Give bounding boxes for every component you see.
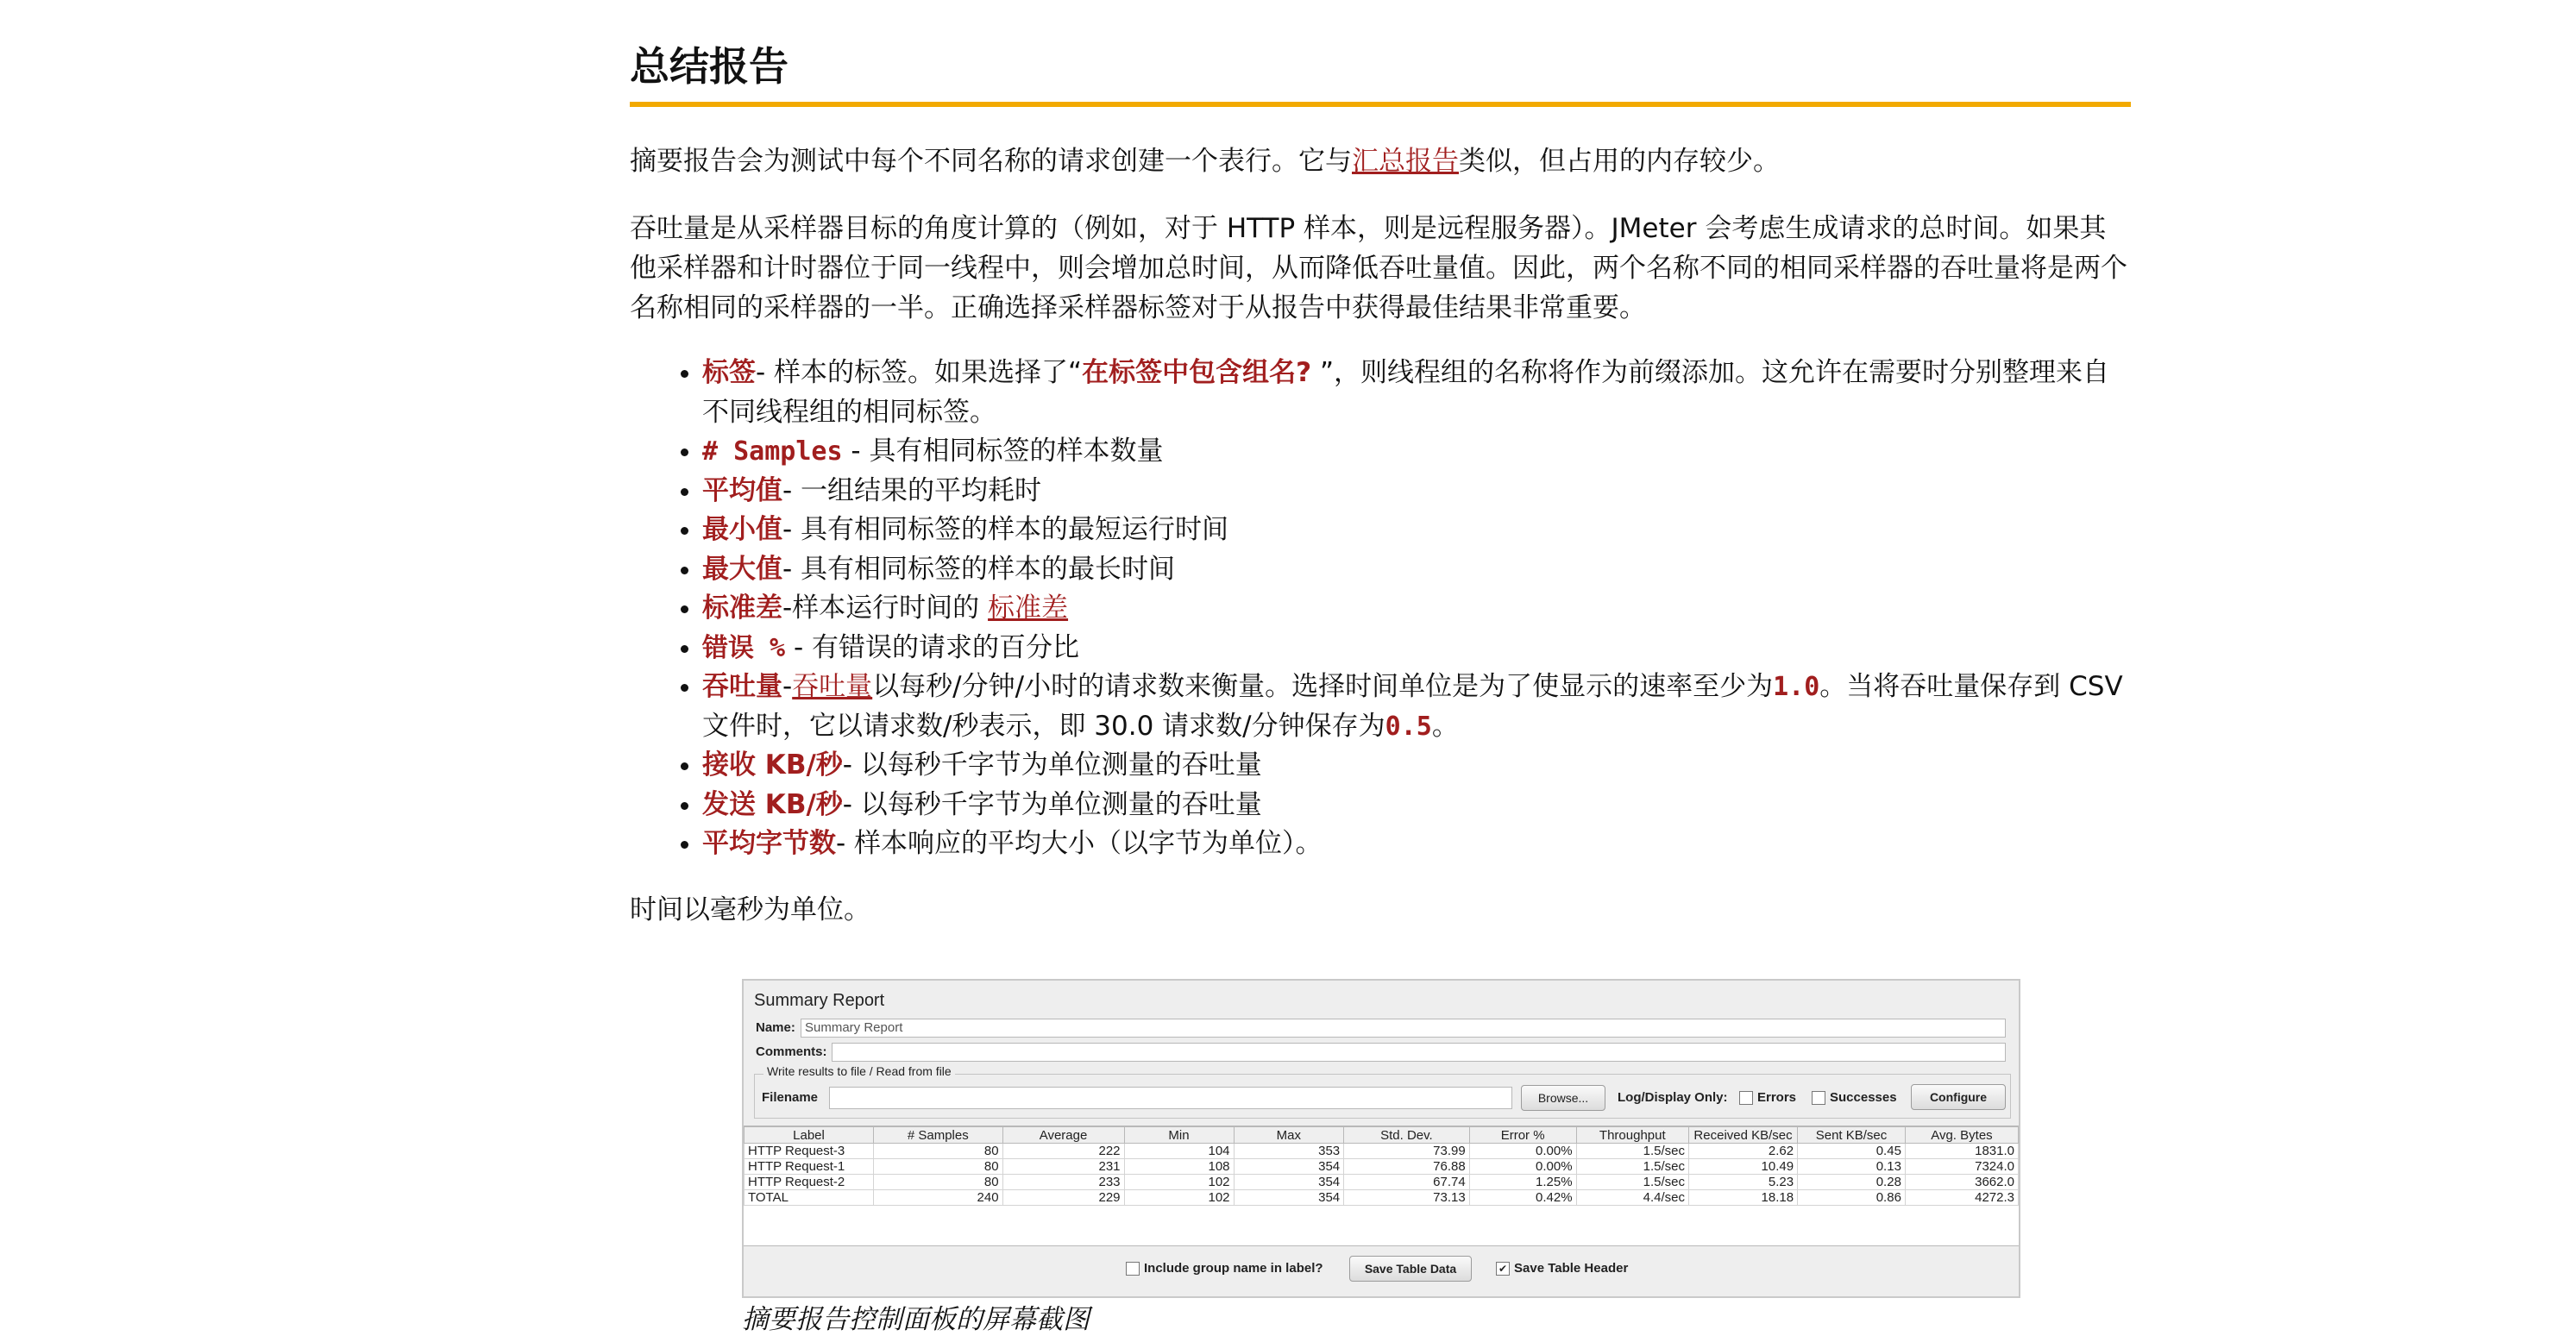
table-cell: 102: [1124, 1175, 1234, 1190]
table-cell: 104: [1124, 1144, 1234, 1159]
list-item: [702, 668, 2131, 746]
std-dev-link[interactable]: 标准差: [988, 593, 1069, 624]
table-cell: 0.13: [1798, 1159, 1906, 1175]
column-header[interactable]: Min: [1124, 1127, 1234, 1144]
filename-label: Filename: [762, 1090, 819, 1105]
list-item: [702, 511, 2131, 550]
include-group-label: Include group name in label?: [1144, 1261, 1323, 1276]
save-table-header-label: Save Table Header: [1514, 1261, 1629, 1276]
table-cell: 102: [1124, 1190, 1234, 1206]
configure-button[interactable]: Configure: [1911, 1084, 2006, 1110]
browse-button[interactable]: Browse...: [1521, 1085, 1605, 1111]
name-label: Name:: [756, 1020, 795, 1035]
include-group-option: 在标签中包含组名?: [1082, 357, 1312, 388]
name-input[interactable]: [801, 1019, 2006, 1038]
term-desc: - 样本响应的平均大小（以字节为单位）。: [836, 828, 1323, 859]
write-results-fieldset: [754, 1064, 2011, 1119]
term-std-dev: 标准差: [702, 593, 782, 624]
table-cell: 4272.3: [1905, 1190, 2018, 1206]
term-received-kb: 接收 KB/秒: [702, 749, 843, 781]
table-cell: 73.13: [1344, 1190, 1470, 1206]
term-sent-kb: 发送 KB/秒: [702, 788, 843, 820]
list-item: [702, 354, 2131, 432]
list-item: [702, 629, 2131, 668]
table-cell: 222: [1002, 1144, 1124, 1159]
table-cell: 0.28: [1798, 1175, 1906, 1190]
table-cell: HTTP Request-1: [745, 1159, 874, 1175]
results-table-area: [744, 1126, 2019, 1246]
table-cell: 233: [1002, 1175, 1124, 1190]
table-cell: 229: [1002, 1190, 1124, 1206]
table-cell: 18.18: [1689, 1190, 1798, 1206]
name-value: Summary Report: [805, 1020, 903, 1035]
table-cell: 73.99: [1344, 1144, 1470, 1159]
term-avg-bytes: 平均字节数: [702, 828, 836, 859]
term-desc: - 具有相同标签的样本的最长时间: [782, 553, 1176, 585]
save-table-data-button[interactable]: Save Table Data: [1349, 1256, 1472, 1282]
table-row[interactable]: [745, 1144, 2019, 1159]
table-cell: 354: [1234, 1175, 1344, 1190]
term-error-pct: 错误 %: [702, 632, 786, 663]
rate-value: 1.0: [1773, 672, 1820, 702]
term-min: 最小值: [702, 514, 782, 545]
term-desc: 以每秒/分钟/小时的请求数来衡量。选择时间单位是为了使显示的速率至少为: [872, 671, 1774, 702]
summary-report-screenshot: [742, 979, 2020, 1298]
page-title: 总结报告: [630, 33, 2131, 107]
successes-checkbox[interactable]: [1812, 1091, 1825, 1105]
save-table-header-checkbox[interactable]: ✔: [1496, 1262, 1510, 1276]
screenshot-caption: 摘要报告控制面板的屏幕截图: [742, 1304, 1090, 1335]
term-desc: -: [782, 671, 793, 702]
time-unit-note: 时间以毫秒为单位。: [630, 894, 870, 925]
column-header[interactable]: Label: [745, 1127, 874, 1144]
table-cell: 240: [874, 1190, 1003, 1206]
intro-text-before: 摘要报告会为测试中每个不同名称的请求创建一个表行。它与: [630, 146, 1352, 177]
column-header[interactable]: Error %: [1469, 1127, 1576, 1144]
term-throughput: 吞吐量: [702, 671, 782, 702]
intro-text-after: 类似，但占用的内存较少。: [1459, 146, 1780, 177]
list-item: [702, 472, 2131, 511]
table-cell: 5.23: [1689, 1175, 1798, 1190]
table-row[interactable]: [745, 1175, 2019, 1190]
comments-input[interactable]: [832, 1043, 2006, 1062]
throughput-link[interactable]: 吞吐量: [792, 671, 873, 702]
table-cell: HTTP Request-2: [745, 1175, 874, 1190]
table-cell: 0.42%: [1469, 1190, 1576, 1206]
table-cell: 0.86: [1798, 1190, 1906, 1206]
table-cell: 354: [1234, 1190, 1344, 1206]
column-header[interactable]: Received KB/sec: [1689, 1127, 1798, 1144]
article: [630, 33, 2131, 930]
table-cell: 7324.0: [1905, 1159, 2018, 1175]
table-cell: 354: [1234, 1159, 1344, 1175]
table-cell: 2.62: [1689, 1144, 1798, 1159]
term-desc: - 以每秒千字节为单位测量的吞吐量: [842, 749, 1262, 781]
table-row[interactable]: [745, 1159, 2019, 1175]
include-group-checkbox[interactable]: [1126, 1262, 1140, 1276]
table-cell: HTTP Request-3: [745, 1144, 874, 1159]
rate-value: 0.5: [1385, 711, 1432, 742]
table-body: [745, 1144, 2019, 1206]
filename-input[interactable]: [829, 1087, 1512, 1109]
column-header[interactable]: Sent KB/sec: [1798, 1127, 1906, 1144]
table-cell: 1831.0: [1905, 1144, 2018, 1159]
errors-checkbox[interactable]: [1739, 1091, 1753, 1105]
list-item: [702, 746, 2131, 786]
intro-paragraph: [630, 141, 2131, 181]
fieldset-legend: Write results to file / Read from file: [763, 1064, 955, 1078]
results-table: [744, 1126, 2019, 1206]
term-desc: - 样本的标签。如果选择了“: [756, 357, 1083, 388]
term-samples: # Samples: [702, 436, 843, 467]
term-desc: 。当将吞吐量保存到 CSV 文件时，它以请求数/秒表示，即 30.0 请求数/分钟保存为: [702, 671, 2123, 742]
term-desc: - 以每秒千字节为单位测量的吞吐量: [842, 788, 1262, 820]
term-max: 最大值: [702, 553, 782, 585]
column-header[interactable]: Average: [1002, 1127, 1124, 1144]
list-item: [702, 432, 2131, 472]
comments-label: Comments:: [756, 1044, 827, 1059]
list-item: [702, 825, 2131, 864]
column-header[interactable]: Avg. Bytes: [1905, 1127, 2018, 1144]
table-cell: 108: [1124, 1159, 1234, 1175]
table-cell: 1.25%: [1469, 1175, 1576, 1190]
column-header[interactable]: # Samples: [874, 1127, 1003, 1144]
column-header[interactable]: Throughput: [1576, 1127, 1688, 1144]
table-cell: 231: [1002, 1159, 1124, 1175]
table-cell: 0.45: [1798, 1144, 1906, 1159]
list-item: [702, 589, 2131, 629]
column-header[interactable]: Max: [1234, 1127, 1344, 1144]
list-item: [702, 786, 2131, 825]
table-cell: 0.00%: [1469, 1144, 1576, 1159]
term-desc: - 具有相同标签的样本的最短运行时间: [782, 514, 1229, 545]
table-cell: 1.5/sec: [1576, 1144, 1688, 1159]
errors-label: Errors: [1757, 1090, 1797, 1105]
table-cell: 3662.0: [1905, 1175, 2018, 1190]
table-cell: 1.5/sec: [1576, 1175, 1688, 1190]
table-cell: 4.4/sec: [1576, 1190, 1688, 1206]
table-row[interactable]: [745, 1190, 2019, 1206]
table-cell: 80: [874, 1144, 1003, 1159]
table-header-row: [745, 1127, 2019, 1144]
table-cell: 80: [874, 1175, 1003, 1190]
successes-label: Successes: [1830, 1090, 1897, 1105]
term-desc: 。: [1431, 710, 1459, 742]
term-desc: - 有错误的请求的百分比: [785, 631, 1080, 663]
term-desc: - 具有相同标签的样本数量: [842, 436, 1164, 467]
column-header[interactable]: Std. Dev.: [1344, 1127, 1470, 1144]
list-item: [702, 550, 2131, 590]
table-cell: 10.49: [1689, 1159, 1798, 1175]
term-desc: ”，则线程组的名称将作为前缀添加。这允许在需要时分别整理来自不同线程组的相同标签。: [702, 357, 2110, 428]
table-cell: 1.5/sec: [1576, 1159, 1688, 1175]
log-display-label: Log/Display Only:: [1618, 1090, 1728, 1105]
aggregate-report-link[interactable]: 汇总报告: [1352, 146, 1459, 177]
term-desc: -样本运行时间的: [782, 593, 989, 624]
table-cell: 353: [1234, 1144, 1344, 1159]
term-average: 平均值: [702, 474, 782, 506]
throughput-paragraph: 吞吐量是从采样器目标的角度计算的（例如，对于 HTTP 样本，则是远程服务器）。JMeter 会考虑生成请求的总时间。如果其他采样器和计时器位于同一线程中，则会增加总时间，从而降低吞吐量值。因此，两个名称不同的相同采样器的吞吐量将是两个名称相同的采样器的一半。正确选择采样器标签对于从报告中获得最佳结果非常重要。: [630, 213, 2127, 323]
term-desc: - 一组结果的平均耗时: [782, 474, 1042, 506]
table-cell: 76.88: [1344, 1159, 1470, 1175]
term-label: 标签: [702, 357, 756, 388]
definition-list: [630, 354, 2131, 864]
table-cell: 67.74: [1344, 1175, 1470, 1190]
table-cell: TOTAL: [745, 1190, 874, 1206]
table-cell: 80: [874, 1159, 1003, 1175]
panel-title: Summary Report: [754, 991, 885, 1010]
table-cell: 0.00%: [1469, 1159, 1576, 1175]
